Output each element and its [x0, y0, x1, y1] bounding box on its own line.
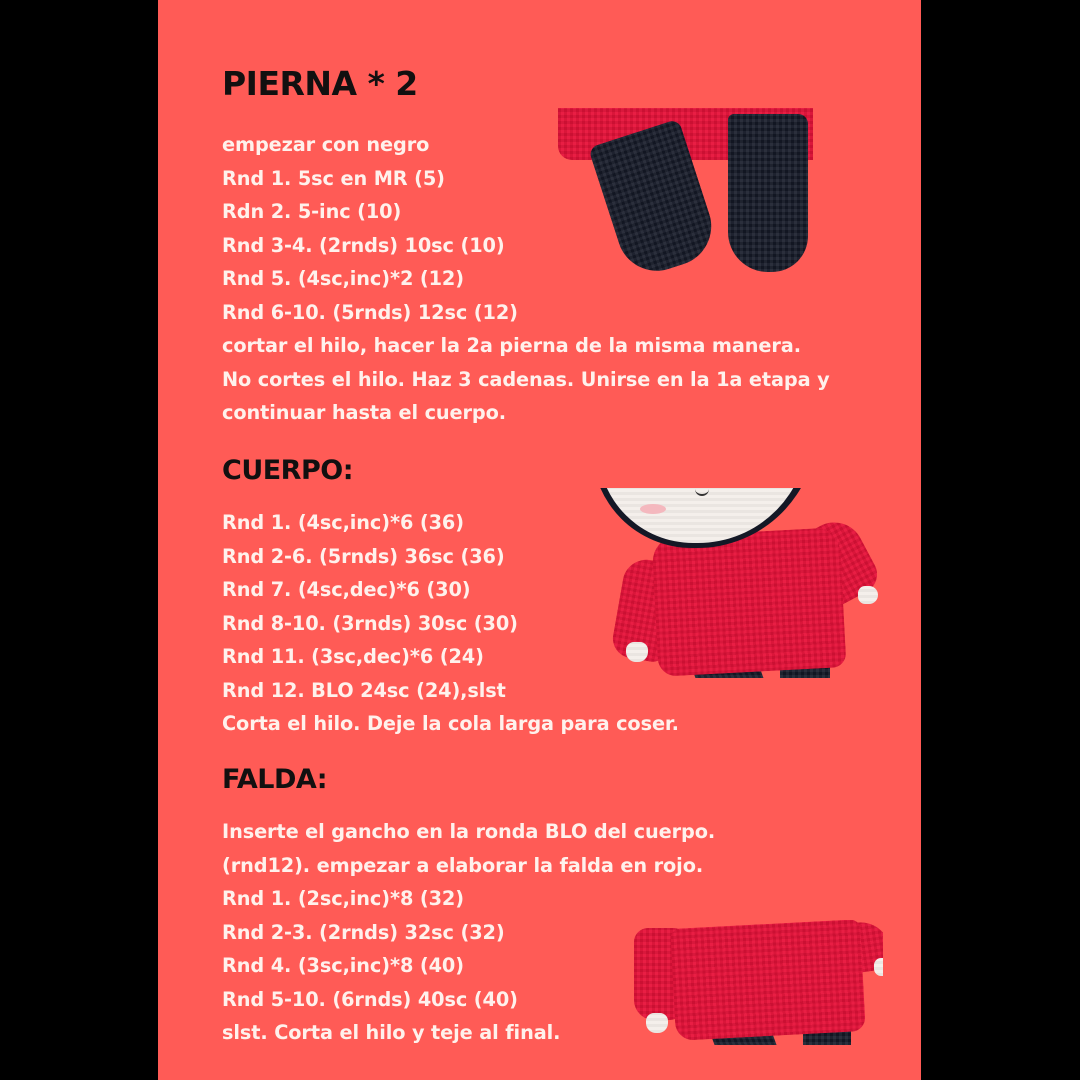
instruction-line: Rnd 1. (2sc,inc)*8 (32) [222, 887, 464, 910]
instruction-line: Rnd 1. (4sc,inc)*6 (36) [222, 511, 464, 534]
pattern-page [158, 0, 921, 1080]
section-title-cuerpo: CUERPO: [222, 455, 354, 486]
instruction-line: Rdn 2. 5-inc (10) [222, 200, 402, 223]
right-hand [874, 958, 883, 976]
instruction-line: continuar hasta el cuerpo. [222, 401, 506, 424]
instruction-line: Rnd 7. (4sc,dec)*6 (30) [222, 578, 471, 601]
instruction-line: Rnd 11. (3sc,dec)*6 (24) [222, 645, 484, 668]
instruction-line: slst. Corta el hilo y teje al final. [222, 1021, 561, 1044]
instruction-line: Corta el hilo. Deje la cola larga para coser. [222, 712, 679, 735]
left-hand [626, 642, 648, 662]
instruction-line: cortar el hilo, hacer la 2a pierna de la misma manera. [222, 334, 801, 357]
right-hand [858, 586, 878, 604]
instruction-line: Rnd 2-3. (2rnds) 32sc (32) [222, 920, 505, 944]
cheek [640, 504, 666, 514]
section-title-pierna: PIERNA * 2 [222, 64, 418, 103]
instruction-line: Rnd 5. (4sc,inc)*2 (12) [222, 267, 464, 290]
instruction-line: Rnd 5-10. (6rnds) 40sc (40) [222, 987, 518, 1011]
instruction-line: (rnd12). empezar a elaborar la falda en rojo. [222, 853, 704, 877]
left-hand [646, 1013, 668, 1033]
instruction-line: Rnd 12. BLO 24sc (24),slst [222, 678, 506, 702]
instruction-line: Rnd 6-10. (5rnds) 12sc (12) [222, 300, 518, 324]
red-skirt [670, 920, 866, 1041]
instruction-line: Rnd 3-4. (2rnds) 10sc (10) [222, 233, 505, 257]
section-title-falda: FALDA: [222, 764, 328, 795]
instruction-line: No cortes el hilo. Haz 3 cadenas. Unirse en la 1a etapa y [222, 367, 830, 391]
instruction-line: Rnd 2-6. (5rnds) 36sc (36) [222, 544, 505, 568]
skirt-photo [618, 920, 883, 1045]
instruction-line: Rnd 4. (3sc,inc)*8 (40) [222, 954, 464, 977]
instruction-line: Rnd 8-10. (3rnds) 30sc (30) [222, 611, 518, 635]
instruction-line: empezar con negro [222, 133, 430, 156]
instruction-line: Inserte el gancho en la ronda BLO del cuerpo. [222, 820, 716, 843]
red-dress [651, 527, 846, 677]
body-photo [590, 488, 890, 680]
instruction-line: Rnd 1. 5sc en MR (5) [222, 166, 445, 190]
legs-photo [558, 108, 818, 293]
right-leg [728, 114, 808, 272]
